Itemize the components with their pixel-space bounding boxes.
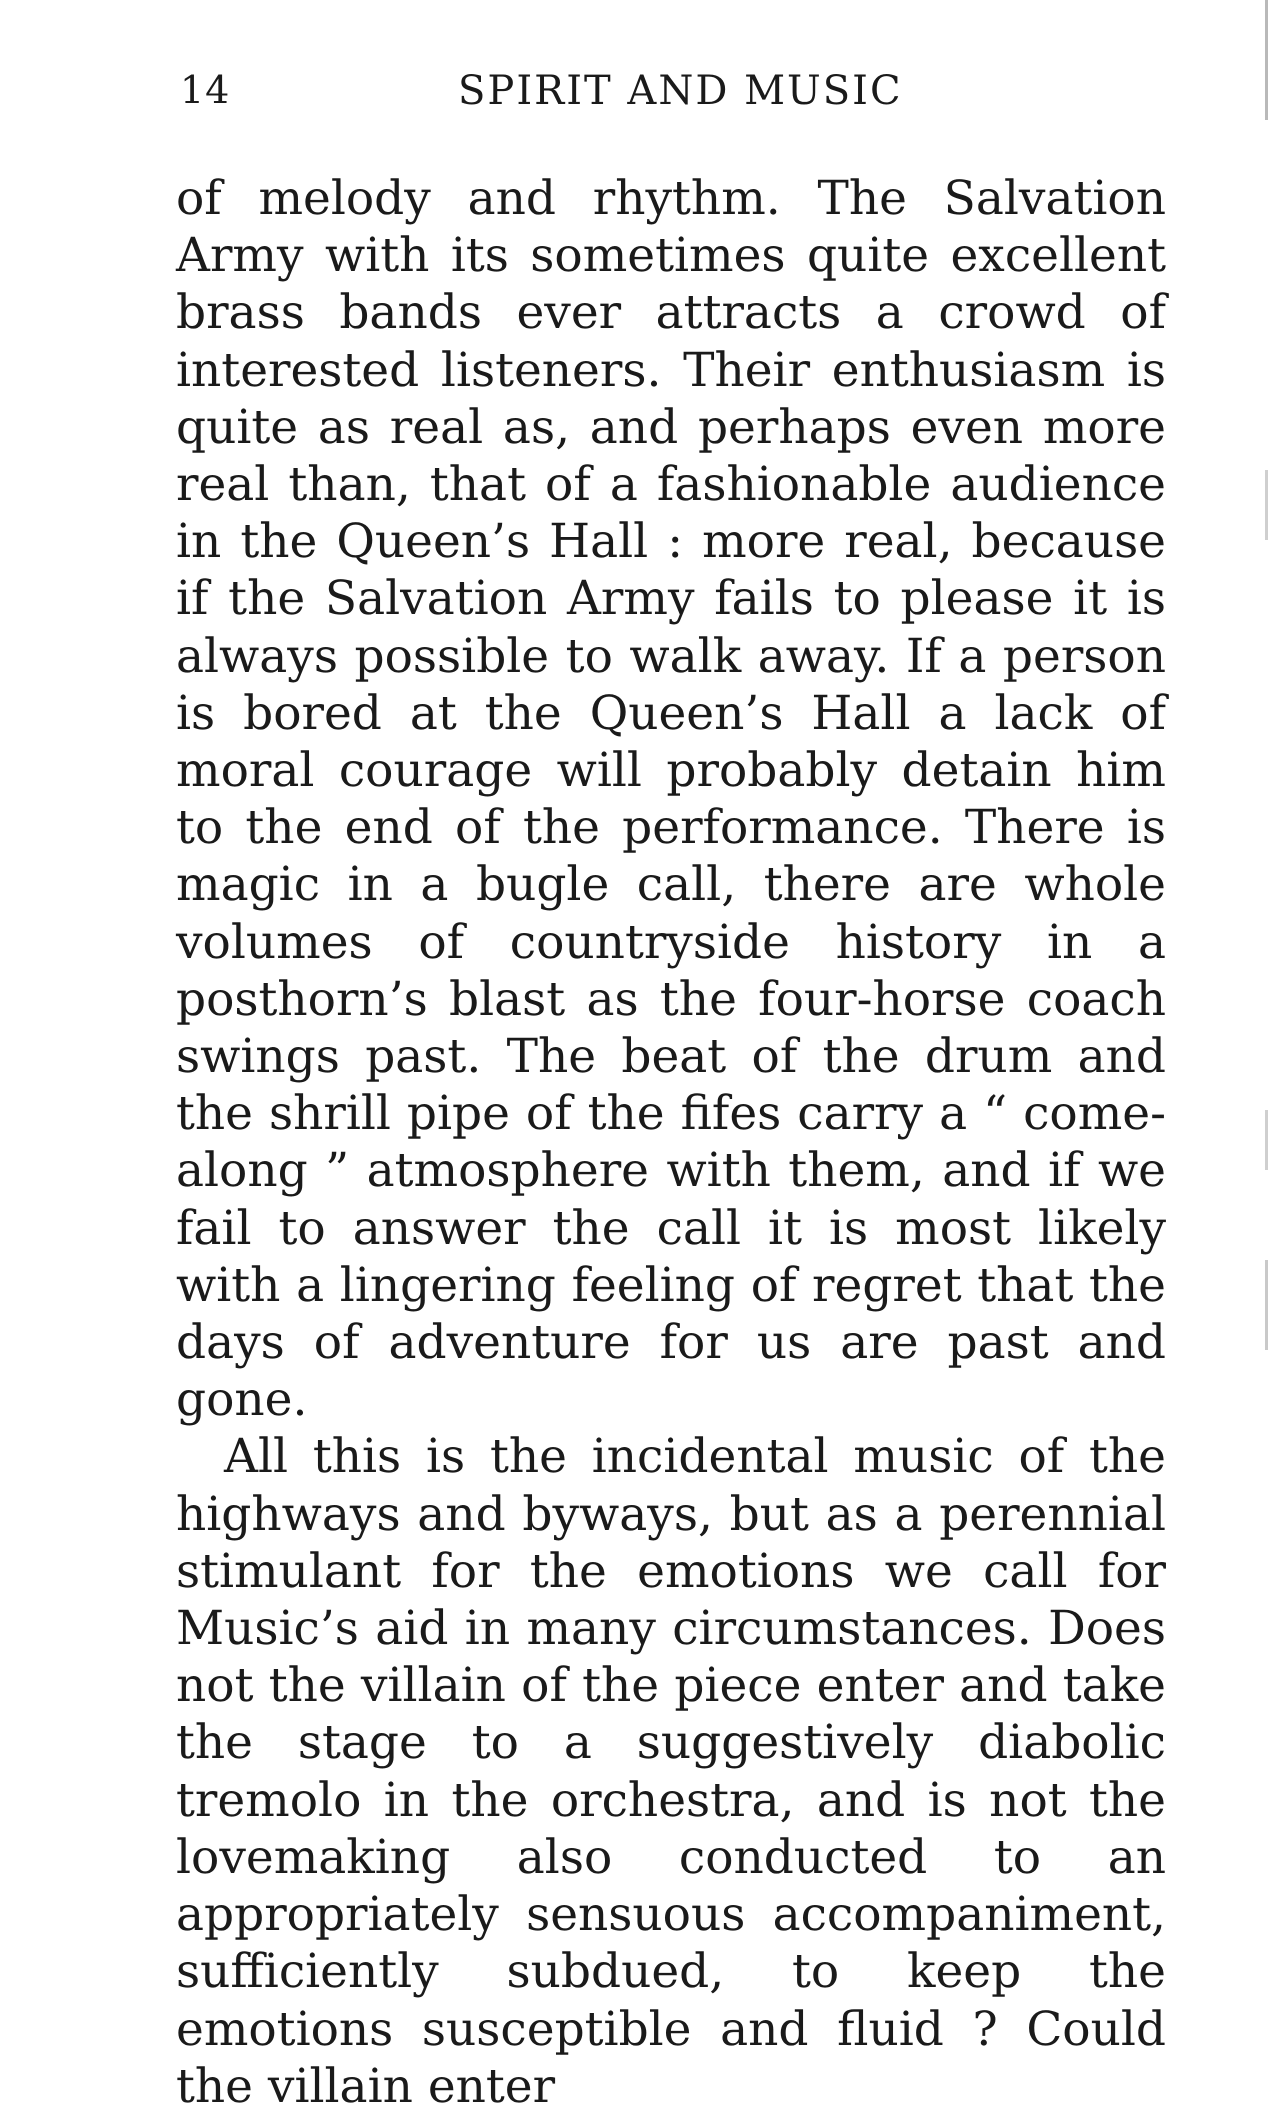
paragraph: All this is the incidental music of the highways and byways, but as a perennial stimulant for the emotions we call for Music’s aid in many circumstances. Does not the villain of the piece enter and take the stage to a suggestively diabolic tremolo in the orchestra, and is not the lovemaking also conducted to an appropriately sensuous accompaniment, sufficiently subdued, to keep the emotions susceptible and fluid ? Could the villain enter	[176, 1429, 1166, 2114]
running-header	[180, 62, 1160, 122]
body-text	[176, 170, 1166, 2115]
scan-edge-artifact	[1265, 0, 1268, 120]
scan-edge-artifact	[1265, 470, 1268, 540]
scan-edge-artifact	[1265, 1260, 1268, 1350]
running-title: SPIRIT AND MUSIC	[458, 68, 903, 114]
scan-edge-artifact	[1265, 1110, 1268, 1170]
page-number: 14	[180, 68, 231, 112]
paragraph-continued: of melody and rhythm. The Salvation Army with its sometimes quite excellent brass bands ever attracts a crowd of interested listeners. Their enthusiasm is quite as real as, and perhaps even more real than, that of a fashionable audience in the Queen’s Hall : more real, because if the Salvation Army fails to please it is always possible to walk away. If a person is bored at the Queen’s Hall a lack of moral courage will probably detain him to the end of the performance. There is magic in a bugle call, there are whole volumes of countryside history in a posthorn’s blast as the four-horse coach swings past. The beat of the drum and the shrill pipe of the fifes carry a “ come-along ” atmosphere with them, and if we fail to answer the call it is most likely with a lingering feeling of regret that the days of adventure for us are past and gone.	[176, 171, 1166, 1428]
